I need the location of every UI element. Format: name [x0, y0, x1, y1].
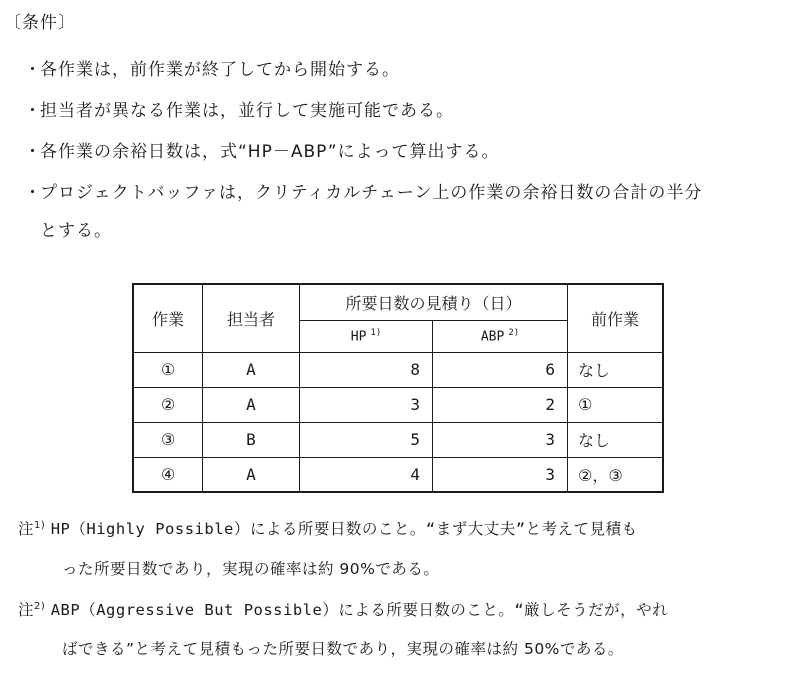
bullet-marker: ・	[24, 142, 42, 162]
bullet-marker: ・	[24, 101, 42, 121]
header-estimate-group: 所要日数の見積り（日）	[300, 284, 568, 320]
condition-text: プロジェクトバッファは，クリティカルチェーン上の作業の余裕日数の合計の半分	[40, 183, 703, 203]
header-hp-label: HP	[350, 329, 367, 345]
cell-abp: 3	[433, 422, 568, 457]
footnote-mark: 2)	[34, 600, 46, 612]
conditions-heading: 〔条件〕	[4, 13, 76, 33]
cell-hp: 8	[300, 352, 433, 387]
condition-item	[24, 55, 400, 80]
footnote-label: 注	[18, 520, 35, 538]
cell-hp: 4	[300, 457, 433, 492]
footnote-1	[18, 517, 638, 539]
header-task: 作業	[133, 284, 203, 352]
bullet-marker: ・	[24, 60, 42, 80]
table-header-row	[133, 284, 663, 320]
cell-predecessor: ②，③	[568, 457, 664, 492]
footnote-2-continued: ばできる”と考えて見積もった所要日数であり，実現の確率は約 50%である。	[62, 640, 624, 658]
condition-item	[24, 96, 454, 121]
footnote-1-continued: った所要日数であり，実現の確率は約 90%である。	[62, 560, 440, 578]
cell-task: ①	[133, 352, 203, 387]
cell-owner: A	[203, 352, 300, 387]
table-row	[133, 422, 663, 457]
header-hp	[300, 320, 433, 352]
cell-predecessor: なし	[568, 422, 664, 457]
condition-item	[24, 137, 500, 162]
condition-text: 各作業の余裕日数は，式“HP－ABP”によって算出する。	[40, 142, 500, 162]
footnote-label: 注	[18, 601, 35, 619]
footnote-text: HP（Highly Possible）による所要日数のこと。“まず大丈夫”と考えて見積も	[50, 520, 638, 538]
estimate-table	[132, 283, 664, 493]
table-row	[133, 352, 663, 387]
table-row	[133, 457, 663, 492]
cell-task: ③	[133, 422, 203, 457]
header-abp-note: 2)	[508, 327, 520, 338]
cell-hp: 3	[300, 387, 433, 422]
condition-text: 各作業は，前作業が終了してから開始する。	[40, 60, 400, 80]
header-hp-note: 1)	[370, 327, 382, 338]
cell-hp: 5	[300, 422, 433, 457]
cell-task: ④	[133, 457, 203, 492]
header-owner: 担当者	[203, 284, 300, 352]
cell-owner: B	[203, 422, 300, 457]
header-abp	[433, 320, 568, 352]
header-predecessor: 前作業	[568, 284, 664, 352]
bullet-marker: ・	[24, 183, 42, 203]
cell-owner: A	[203, 387, 300, 422]
footnote-mark: 1)	[34, 519, 46, 531]
table-row	[133, 387, 663, 422]
cell-predecessor: ①	[568, 387, 664, 422]
cell-predecessor: なし	[568, 352, 664, 387]
cell-abp: 3	[433, 457, 568, 492]
condition-item	[24, 178, 702, 203]
footnote-2	[18, 598, 668, 620]
cell-abp: 6	[433, 352, 568, 387]
cell-task: ②	[133, 387, 203, 422]
cell-abp: 2	[433, 387, 568, 422]
condition-text-continued: とする。	[40, 221, 112, 241]
cell-owner: A	[203, 457, 300, 492]
condition-text: 担当者が異なる作業は，並行して実施可能である。	[40, 101, 454, 121]
footnote-text: ABP（Aggressive But Possible）による所要日数のこと。“厳しそうだが，やれ	[50, 601, 669, 619]
header-abp-label: ABP	[480, 329, 505, 345]
